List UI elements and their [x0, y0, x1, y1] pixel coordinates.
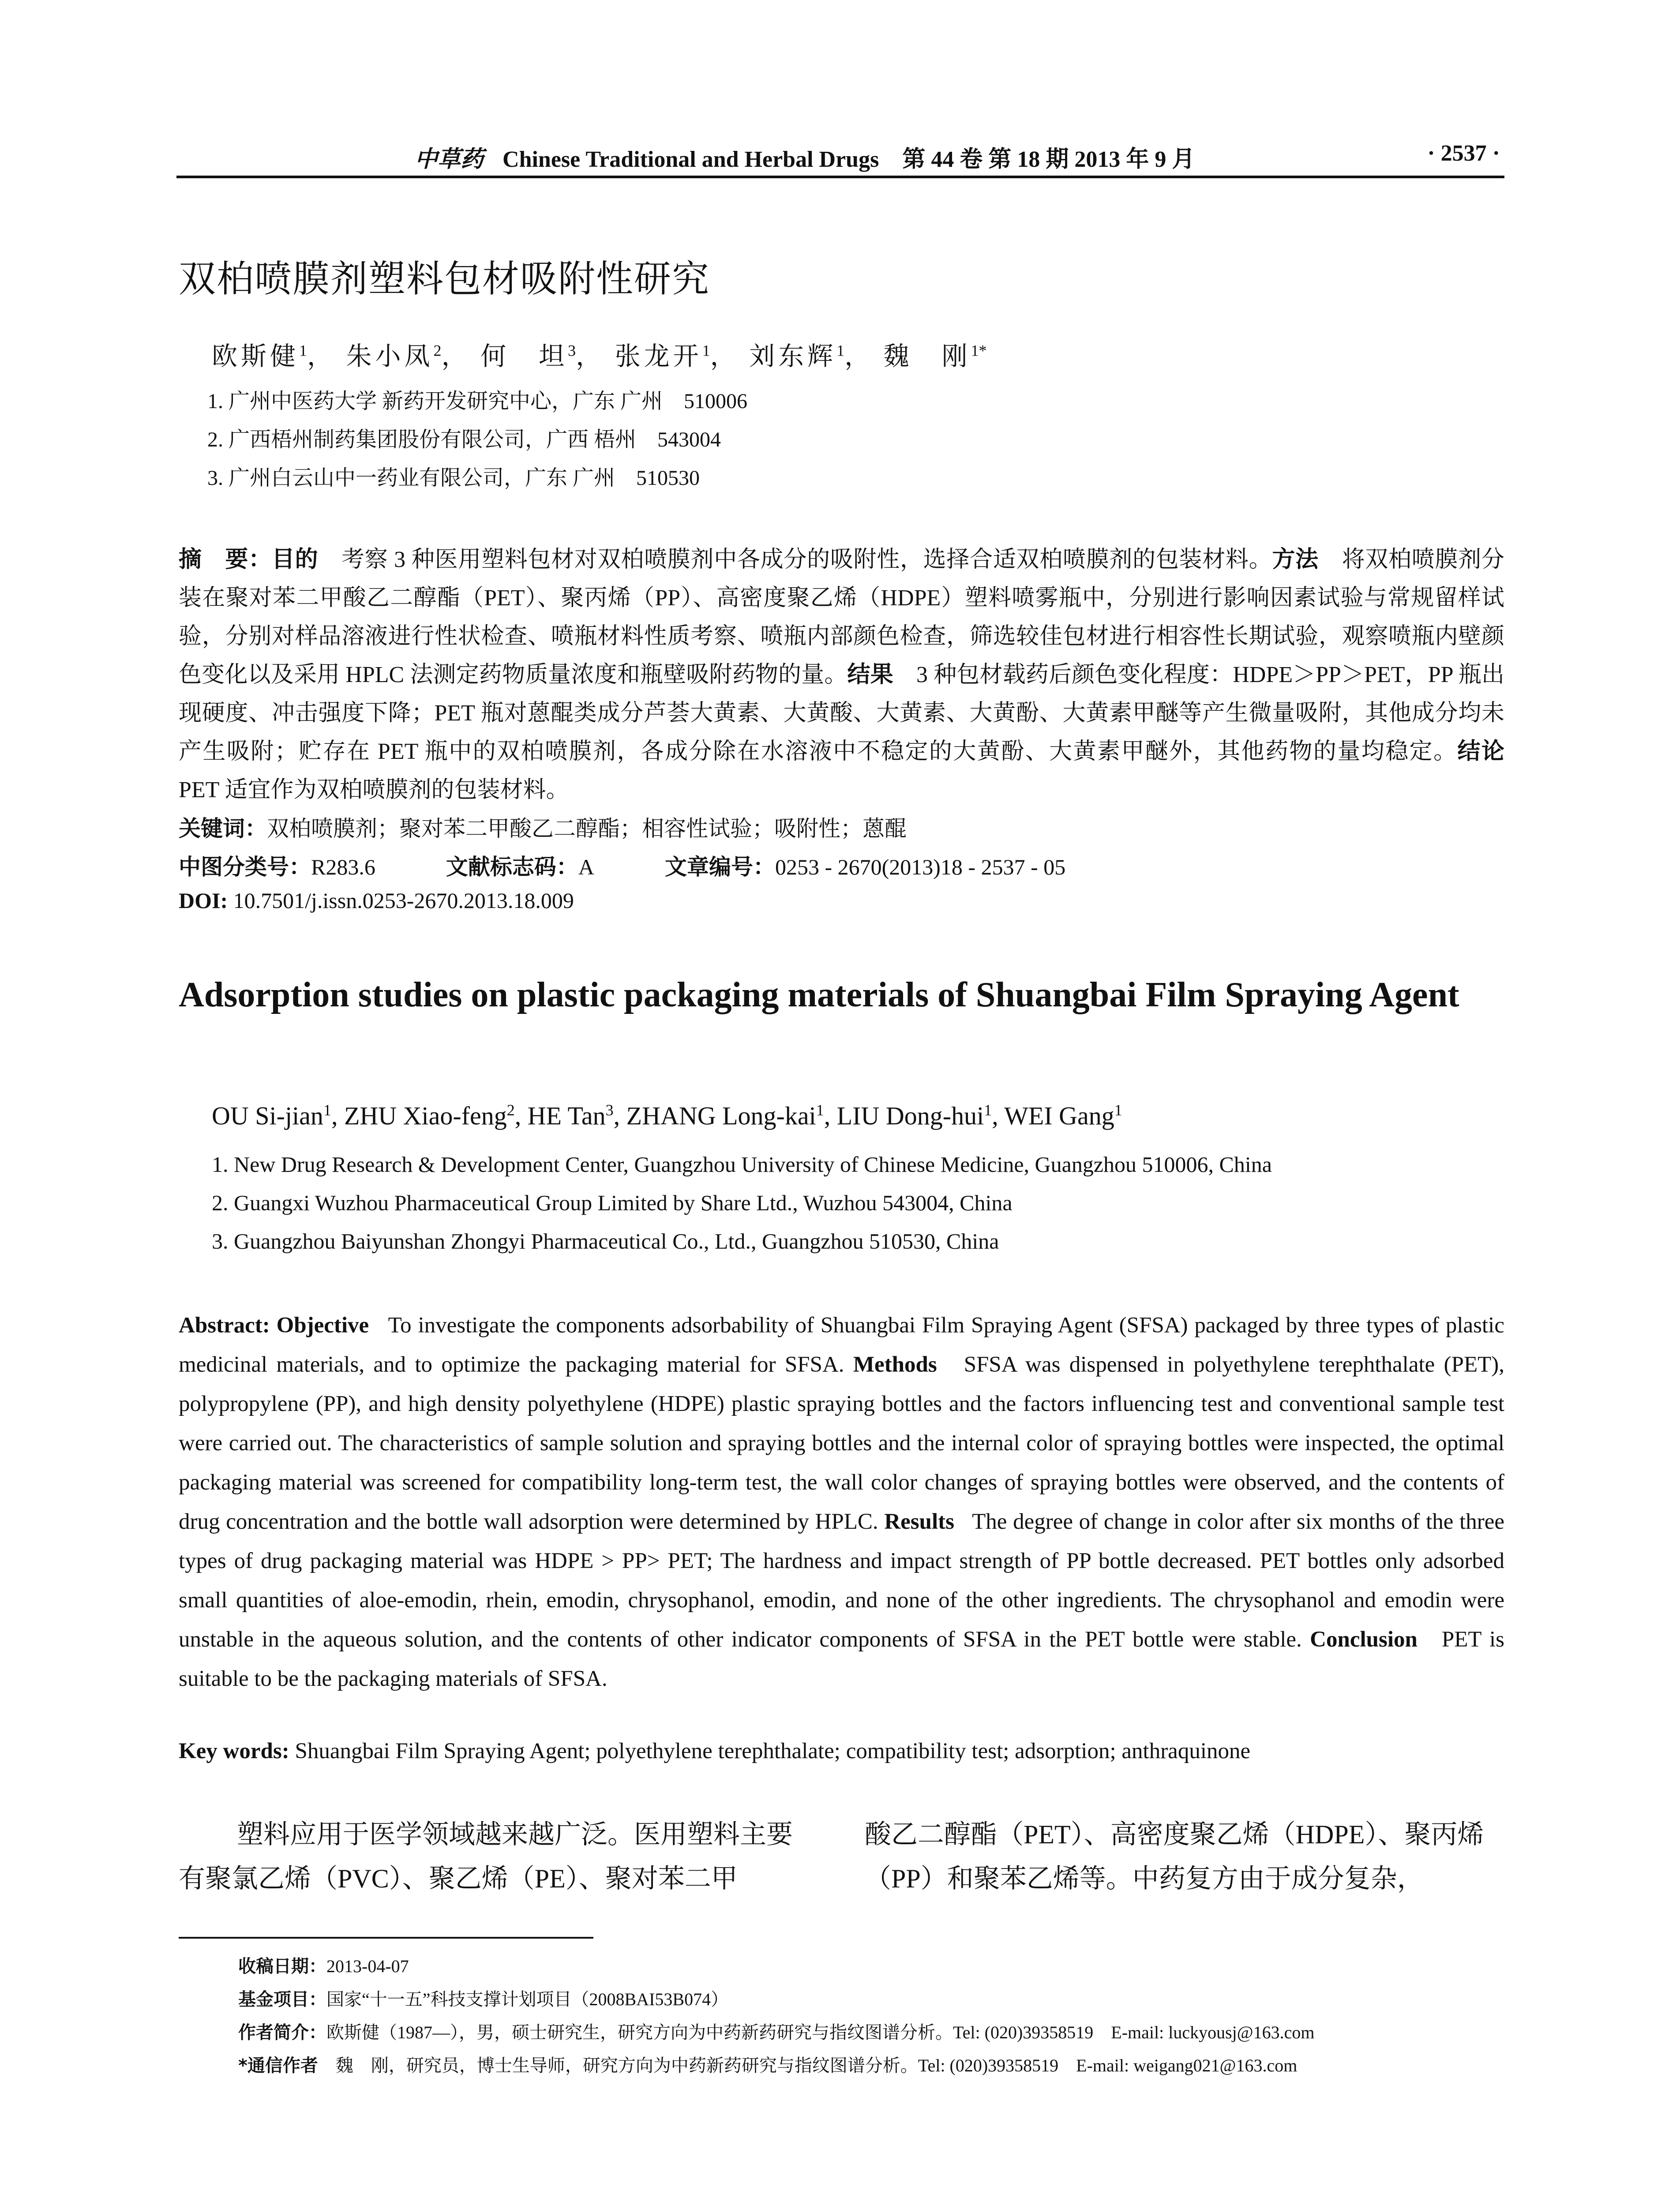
author-cn: 魏 刚	[883, 342, 971, 371]
results-label: 结果	[847, 661, 893, 688]
author-sup: 1	[836, 341, 845, 360]
affiliation-cn: 1. 广州中医药大学 新药开发研究中心，广东 广州 510006	[207, 390, 748, 413]
doc-code-label: 文献标志码：	[446, 854, 578, 880]
keywords-cn	[179, 811, 907, 843]
keywords-label: 关键词：	[179, 816, 267, 841]
body-column-right: 酸乙二醇酯（PET）、高密度聚乙烯（HDPE）、聚丙烯（PP）和聚苯乙烯等。中药复方由于成分复杂，	[865, 1820, 1484, 1893]
objective-text: To investigate the components adsorbability of Shuangbai Film Spraying Agent (SFSA) packaged by three types of plastic medicinal materials, and to optimize the packaging material for SFSA.	[179, 1313, 1504, 1377]
author-sup: 3	[568, 341, 576, 360]
journal-name-cn: 中草药	[415, 146, 484, 173]
authors-en: OU Si-jian$^1$, ZHU Xiao-feng$^2$, HE Tan$^3$, ZHANG Long-kai$^1$, LIU Dong-hui$^1$, WEI Gang$^1$	[212, 1101, 1122, 1130]
abstract-en	[179, 1306, 1504, 1699]
doi-label: DOI:	[179, 888, 228, 913]
running-header	[176, 140, 1504, 178]
keywords-text: Shuangbai Film Spraying Agent; polyethylene terephthalate; compatibility test; adsorption; anthraquinone	[295, 1739, 1251, 1763]
title-en: Adsorption studies on plastic packaging materials of Shuangbai Film Spraying Agent	[179, 975, 1459, 1014]
author-sup: 1	[816, 1101, 824, 1119]
objective-label: Objective	[276, 1313, 369, 1338]
footnote-text: 欧斯健（1987—），男，硕士研究生，研究方向为中药新药研究与指纹图谱分析。Tel: (020)39358519 E-mail: luckyousj@163.com	[326, 2022, 1315, 2042]
objective-text: 考察 3 种医用塑料包材对双柏喷膜剂中各成分的吸附性，选择合适双柏喷膜剂的包装材料。	[341, 547, 1272, 572]
results-text: 3 种包材载药后颜色变化程度：HDPE＞PP＞PET，PP 瓶出现硬度、冲击强度下降；PET 瓶对蒽醌类成分芦荟大黄素、大黄酸、大黄素、大黄酚、大黄素甲醚等产生微量吸附，其他成分均未产生吸附；贮存在 PET 瓶中的双柏喷膜剂，各成分除在水溶液中不稳定的大黄酚、大黄素甲醚外，其他药物的量均稳定。	[179, 662, 1504, 764]
footnote-label: 收稿日期：	[238, 1956, 326, 1977]
affiliation-en: 1. New Drug Research & Development Center, Guangzhou University of Chinese Medicine, Guangzhou 510006, China	[212, 1152, 1272, 1177]
author-en: HE Tan	[527, 1101, 606, 1130]
author-sup: 1	[323, 1101, 331, 1119]
journal-name-en: Chinese Traditional and Herbal Drugs	[502, 147, 879, 172]
author-cn: 何 坦	[480, 342, 568, 371]
body-column-left: 塑料应用于医学领域越来越广泛。医用塑料主要有聚氯乙烯（PVC）、聚乙烯（PE）、聚对苯二甲	[179, 1820, 793, 1893]
affiliation-en: 3. Guangzhou Baiyunshan Zhongyi Pharmaceutical Co., Ltd., Guangzhou 510530, China	[212, 1229, 999, 1253]
footnote-author-bio	[238, 2018, 1314, 2044]
issue-info: 第 44 卷 第 18 期 2013 年 9 月	[902, 147, 1195, 172]
methods-label: Methods	[853, 1352, 937, 1377]
conclusion-text: PET is suitable to be the packaging materials of SFSA.	[179, 1627, 1505, 1691]
conclusion-label: 结论	[1457, 738, 1504, 765]
article-number-label: 文章编号：	[664, 854, 775, 880]
footnote-label: *通信作者	[238, 2056, 336, 2076]
footnote-label: 基金项目：	[238, 1989, 326, 2010]
author-cn: 欧斯健	[212, 342, 300, 371]
footnote-text: 国家“十一五”科技支撑计划项目（2008BAI53B074）	[326, 1989, 729, 2009]
keywords-label: Key words:	[179, 1739, 289, 1763]
conclusion-text: PET 适宜作为双柏喷膜剂的包装材料。	[179, 777, 569, 803]
authors-cn: 欧斯健$^1$， 朱小凤$^2$， 何 坦$^3$， 张龙开$^1$， 刘东辉$^1$， 魏 刚$^{1*}$	[212, 341, 987, 371]
keywords-en	[179, 1738, 1250, 1764]
objective-label: 目的	[271, 546, 319, 573]
author-en: OU Si-jian	[212, 1101, 323, 1130]
author-sup: 1	[984, 1101, 992, 1119]
journal-header	[415, 140, 1195, 173]
title-cn: 双柏喷膜剂塑料包材吸附性研究	[179, 257, 710, 300]
author-sup: 2	[506, 1101, 515, 1119]
author-sup: 1*	[971, 341, 987, 360]
clc-label: 中图分类号：	[179, 854, 311, 880]
affiliation-cn: 3. 广州白云山中一药业有限公司，广东 广州 510530	[207, 466, 700, 490]
author-sup: 1	[702, 341, 710, 360]
methods-text: SFSA was dispensed in polyethylene terephthalate (PET), polypropylene (PP), and high density polyethylene (HDPE) plastic spraying bottles and the factors influencing test and conventional sample test were carried out. The characteristics of sample solution and spraying bottles and the internal color of spraying bottles were inspected, the optimal packaging material was screened for compatibility long-term test, the wall color changes of spraying bottles were observed, and the contents of drug concentration and the bottle wall adsorption were determined by HPLC.	[179, 1352, 1505, 1534]
author-sup: 2	[433, 341, 442, 360]
abstract-label: Abstract:	[179, 1313, 270, 1338]
footnote-divider	[179, 1937, 593, 1939]
author-en: LIU Dong-hui	[836, 1101, 984, 1130]
footnote-corresponding	[238, 2052, 1297, 2077]
affiliation-cn: 2. 广西梧州制药集团股份有限公司，广西 梧州 543004	[207, 428, 721, 451]
author-en: ZHANG Long-kai	[626, 1101, 816, 1130]
article-number-value: 0253 - 2670(2013)18 - 2537 - 05	[775, 855, 1066, 879]
doi-value: 10.7501/j.issn.0253-2670.2013.18.009	[233, 888, 574, 913]
author-cn: 张龙开	[615, 342, 702, 371]
classification-line	[179, 849, 1065, 881]
doi-line	[179, 888, 574, 913]
footnote-received	[238, 1952, 409, 1977]
doc-code-value: A	[578, 855, 594, 879]
author-en: ZHU Xiao-feng	[344, 1101, 507, 1130]
results-text: The degree of change in color after six months of the three types of drug packaging material was HDPE > PP> PET; The hardness and impact strength of PP bottle decreased. PET bottles only adsorbed small quantities of aloe-emodin, rhein, emodin, chrysophanol, emodin, and none of the other ingredients. The chrysophanol and emodin were unstable in the aqueous solution, and the contents of other indicator components of SFSA in the PET bottle were stable.	[179, 1509, 1504, 1652]
methods-label: 方法	[1272, 546, 1319, 573]
author-sup: 1	[1114, 1101, 1122, 1119]
abstract-label: 摘 要：	[179, 546, 272, 573]
methods-text: 将双柏喷膜剂分装在聚对苯二甲酸乙二醇酯（PET）、聚丙烯（PP）、高密度聚乙烯（HDPE）塑料喷雾瓶中，分别进行影响因素试验与常规留样试验，分别对样品溶液进行性状检查、喷瓶材料性质考察、喷瓶内部颜色检查，筛选较佳包材进行相容性长期试验，观察喷瓶内壁颜色变化以及采用 HPLC 法测定药物质量浓度和瓶壁吸附药物的量。	[179, 547, 1504, 687]
author-sup: 1	[299, 341, 308, 360]
conclusion-label: Conclusion	[1310, 1627, 1418, 1652]
footnote-label: 作者简介：	[238, 2022, 326, 2043]
author-sup: 3	[605, 1101, 614, 1119]
clc-value: R283.6	[311, 855, 375, 879]
author-cn: 刘东辉	[749, 342, 837, 371]
page-number: · 2537 ·	[1427, 141, 1500, 166]
keywords-text: 双柏喷膜剂；聚对苯二甲酸乙二醇酯；相容性试验；吸附性；蒽醌	[267, 816, 907, 841]
affiliation-en: 2. Guangxi Wuzhou Pharmaceutical Group Limited by Share Ltd., Wuzhou 543004, China	[212, 1190, 1012, 1215]
results-label: Results	[884, 1509, 955, 1534]
author-cn: 朱小凤	[346, 342, 434, 371]
footnote-funding	[238, 1985, 728, 2011]
author-en: WEI Gang	[1004, 1101, 1114, 1130]
footnote-text: 魏 刚，研究员，博士生导师，研究方向为中药新药研究与指纹图谱分析。Tel: (020)39358519 E-mail: weigang021@163.com	[335, 2056, 1298, 2075]
abstract-cn	[179, 540, 1504, 809]
footnote-text: 2013-04-07	[326, 1956, 409, 1976]
